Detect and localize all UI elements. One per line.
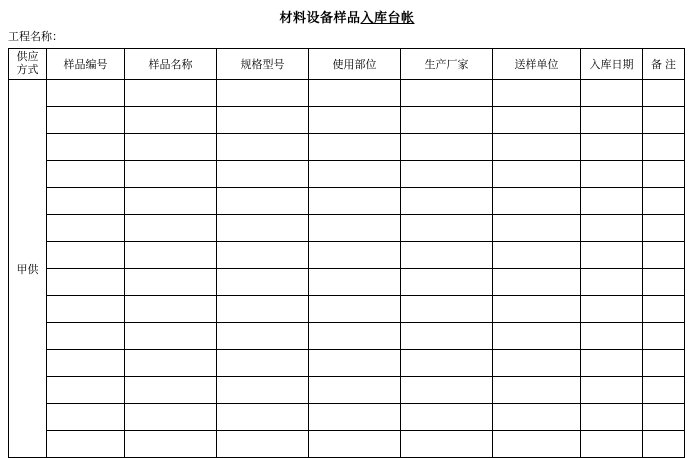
table-cell[interactable] bbox=[643, 215, 685, 242]
table-cell[interactable] bbox=[47, 296, 125, 323]
table-cell[interactable] bbox=[125, 404, 217, 431]
table-row bbox=[9, 161, 685, 188]
table-cell[interactable] bbox=[217, 350, 309, 377]
table-cell[interactable] bbox=[493, 134, 581, 161]
table-cell[interactable] bbox=[401, 134, 493, 161]
table-cell[interactable] bbox=[47, 215, 125, 242]
table-cell[interactable] bbox=[125, 350, 217, 377]
table-cell[interactable] bbox=[401, 107, 493, 134]
table-cell[interactable] bbox=[643, 404, 685, 431]
table-cell[interactable] bbox=[581, 242, 643, 269]
table-cell[interactable] bbox=[125, 377, 217, 404]
table-cell[interactable] bbox=[125, 188, 217, 215]
table-cell[interactable] bbox=[125, 215, 217, 242]
table-cell[interactable] bbox=[217, 242, 309, 269]
table-cell[interactable] bbox=[309, 350, 401, 377]
table-cell[interactable] bbox=[125, 161, 217, 188]
table-cell[interactable] bbox=[125, 107, 217, 134]
table-cell[interactable] bbox=[581, 323, 643, 350]
table-cell[interactable] bbox=[493, 431, 581, 458]
table-cell[interactable] bbox=[125, 296, 217, 323]
table-cell[interactable] bbox=[643, 323, 685, 350]
table-cell[interactable] bbox=[217, 161, 309, 188]
table-row bbox=[9, 323, 685, 350]
column-header-sample-name: 样品名称 bbox=[125, 49, 217, 80]
table-row bbox=[9, 107, 685, 134]
column-header-storage-date: 入库日期 bbox=[581, 49, 643, 80]
table-cell[interactable] bbox=[493, 242, 581, 269]
table-cell[interactable] bbox=[493, 215, 581, 242]
column-header-supply-mode-line1: 供应 bbox=[16, 51, 39, 63]
table-cell[interactable] bbox=[401, 377, 493, 404]
table-cell[interactable] bbox=[643, 161, 685, 188]
table-cell[interactable] bbox=[217, 215, 309, 242]
table-cell[interactable] bbox=[309, 242, 401, 269]
table-cell[interactable] bbox=[125, 323, 217, 350]
table-cell[interactable] bbox=[643, 269, 685, 296]
table-cell[interactable] bbox=[401, 404, 493, 431]
table-cell[interactable] bbox=[581, 188, 643, 215]
table-row bbox=[9, 80, 685, 107]
table-cell[interactable] bbox=[643, 107, 685, 134]
table-cell[interactable] bbox=[309, 80, 401, 107]
table-cell[interactable] bbox=[581, 215, 643, 242]
table-header-row bbox=[9, 49, 685, 80]
table-cell[interactable] bbox=[643, 80, 685, 107]
table-row bbox=[9, 404, 685, 431]
table-cell[interactable] bbox=[581, 431, 643, 458]
table-cell[interactable] bbox=[125, 80, 217, 107]
table-cell[interactable] bbox=[401, 80, 493, 107]
table-cell[interactable] bbox=[401, 161, 493, 188]
table-cell[interactable] bbox=[493, 323, 581, 350]
table-cell[interactable] bbox=[493, 296, 581, 323]
column-header-sample-code: 样品编号 bbox=[47, 49, 125, 80]
table-cell[interactable] bbox=[309, 161, 401, 188]
table-cell[interactable] bbox=[493, 80, 581, 107]
table-cell[interactable] bbox=[401, 215, 493, 242]
table-cell[interactable] bbox=[581, 107, 643, 134]
table-cell[interactable] bbox=[217, 431, 309, 458]
table-cell[interactable] bbox=[309, 188, 401, 215]
table-cell[interactable] bbox=[47, 404, 125, 431]
table-cell[interactable] bbox=[581, 296, 643, 323]
column-header-spec-model: 规格型号 bbox=[217, 49, 309, 80]
column-header-sending-unit: 送样单位 bbox=[493, 49, 581, 80]
table-body bbox=[9, 80, 685, 458]
page-title bbox=[0, 0, 694, 30]
table-cell[interactable] bbox=[217, 107, 309, 134]
table-cell[interactable] bbox=[401, 188, 493, 215]
table-cell[interactable] bbox=[401, 431, 493, 458]
table-cell[interactable] bbox=[47, 134, 125, 161]
table-cell[interactable] bbox=[217, 269, 309, 296]
table-cell[interactable] bbox=[309, 215, 401, 242]
table-cell[interactable] bbox=[309, 134, 401, 161]
table-cell[interactable] bbox=[643, 242, 685, 269]
table-cell[interactable] bbox=[493, 377, 581, 404]
table-cell[interactable] bbox=[401, 323, 493, 350]
column-header-remark: 备 注 bbox=[643, 49, 685, 80]
project-name-label: 工程名称： bbox=[8, 31, 63, 43]
sample-storage-ledger-table bbox=[8, 48, 685, 458]
table-cell[interactable] bbox=[309, 404, 401, 431]
table-cell[interactable] bbox=[309, 296, 401, 323]
table-cell[interactable] bbox=[125, 242, 217, 269]
table-row bbox=[9, 134, 685, 161]
table-cell[interactable] bbox=[401, 350, 493, 377]
supply-mode-cell: 甲供 bbox=[9, 80, 47, 458]
table-cell[interactable] bbox=[125, 431, 217, 458]
table-cell[interactable] bbox=[493, 404, 581, 431]
table-cell[interactable] bbox=[643, 431, 685, 458]
table-cell[interactable] bbox=[47, 269, 125, 296]
table-cell[interactable] bbox=[401, 242, 493, 269]
page-title-underlined: 入库台帐 bbox=[360, 10, 415, 25]
table-cell[interactable] bbox=[217, 323, 309, 350]
table-cell[interactable] bbox=[493, 350, 581, 377]
table-cell[interactable] bbox=[581, 134, 643, 161]
table-cell[interactable] bbox=[401, 269, 493, 296]
table-cell[interactable] bbox=[217, 188, 309, 215]
table-cell[interactable] bbox=[47, 323, 125, 350]
table-row bbox=[9, 269, 685, 296]
table-cell[interactable] bbox=[217, 377, 309, 404]
table-row bbox=[9, 242, 685, 269]
table-cell[interactable] bbox=[581, 377, 643, 404]
table-cell[interactable] bbox=[47, 161, 125, 188]
table-cell[interactable] bbox=[125, 134, 217, 161]
table-cell[interactable] bbox=[217, 296, 309, 323]
table-cell[interactable] bbox=[309, 107, 401, 134]
table-cell[interactable] bbox=[643, 134, 685, 161]
column-header-supply-mode bbox=[9, 49, 47, 80]
table-cell[interactable] bbox=[581, 161, 643, 188]
table-cell[interactable] bbox=[581, 350, 643, 377]
table-cell[interactable] bbox=[581, 269, 643, 296]
table-cell[interactable] bbox=[309, 377, 401, 404]
table-row bbox=[9, 431, 685, 458]
table-cell[interactable] bbox=[643, 296, 685, 323]
table-cell[interactable] bbox=[493, 107, 581, 134]
table-cell[interactable] bbox=[309, 269, 401, 296]
table-cell[interactable] bbox=[47, 80, 125, 107]
table-cell[interactable] bbox=[217, 404, 309, 431]
table-row bbox=[9, 215, 685, 242]
table-cell[interactable] bbox=[309, 431, 401, 458]
table-cell[interactable] bbox=[643, 377, 685, 404]
table-cell[interactable] bbox=[47, 431, 125, 458]
column-header-use-part: 使用部位 bbox=[309, 49, 401, 80]
table-cell[interactable] bbox=[47, 377, 125, 404]
column-header-supply-mode-line2: 方式 bbox=[16, 64, 39, 76]
table-cell[interactable] bbox=[47, 350, 125, 377]
table-row bbox=[9, 296, 685, 323]
table-row bbox=[9, 188, 685, 215]
table-row bbox=[9, 377, 685, 404]
table-cell[interactable] bbox=[493, 188, 581, 215]
table-cell[interactable] bbox=[493, 269, 581, 296]
page-title-prefix: 材料设备样品 bbox=[279, 10, 361, 25]
table-cell[interactable] bbox=[47, 107, 125, 134]
table-cell[interactable] bbox=[643, 350, 685, 377]
table-row bbox=[9, 350, 685, 377]
table-cell[interactable] bbox=[217, 134, 309, 161]
table-cell[interactable] bbox=[643, 188, 685, 215]
table-cell[interactable] bbox=[401, 296, 493, 323]
table-cell[interactable] bbox=[309, 323, 401, 350]
table-cell[interactable] bbox=[125, 269, 217, 296]
table-cell[interactable] bbox=[581, 80, 643, 107]
table-cell[interactable] bbox=[581, 404, 643, 431]
table-cell[interactable] bbox=[47, 242, 125, 269]
table-cell[interactable] bbox=[217, 80, 309, 107]
column-header-manufacturer: 生产厂家 bbox=[401, 49, 493, 80]
table-cell[interactable] bbox=[493, 161, 581, 188]
table-cell[interactable] bbox=[47, 188, 125, 215]
